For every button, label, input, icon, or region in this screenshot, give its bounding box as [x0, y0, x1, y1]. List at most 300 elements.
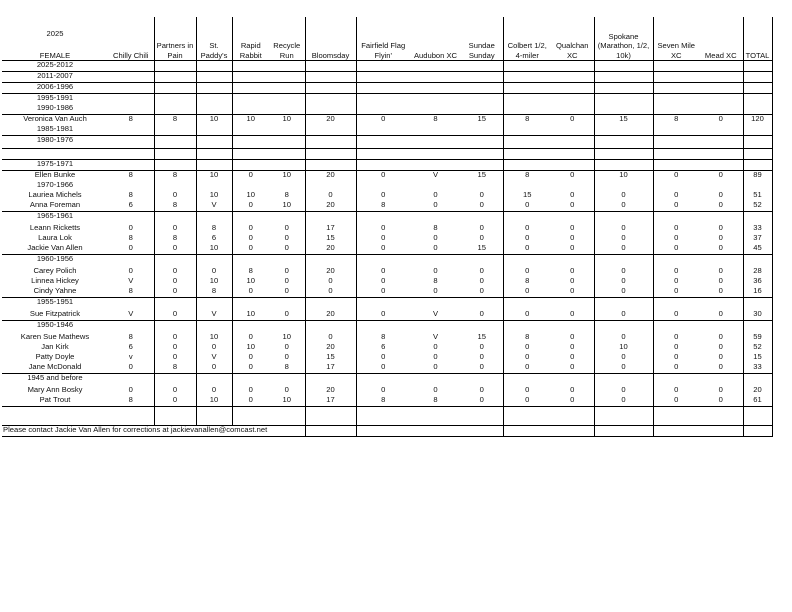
race-points: 0 [154, 287, 196, 298]
race-points: 0 [594, 234, 653, 244]
race-points: 0 [479, 191, 484, 199]
race-points: 8 [433, 114, 438, 123]
empty-cell [461, 212, 503, 225]
race-points: 0 [433, 234, 438, 242]
empty-cell [154, 136, 196, 149]
athlete-name: Jackie Van Allen [2, 244, 108, 255]
empty-cell [232, 94, 269, 105]
race-points: 0 [433, 267, 438, 275]
total-points: 61 [743, 396, 772, 407]
total-points: 28 [743, 267, 772, 277]
athlete-row [2, 224, 772, 234]
race-points: 0 [653, 267, 699, 277]
race-points: 0 [699, 244, 743, 255]
race-points: 0 [284, 267, 289, 275]
col-colbert: Colbert 1/2, 4-miler [503, 17, 551, 61]
empty-cell [743, 181, 772, 191]
empty-cell [196, 83, 232, 94]
empty-cell [356, 255, 410, 268]
race-points: 20 [305, 115, 356, 126]
age-group-row [2, 61, 772, 72]
empty-cell [699, 83, 743, 94]
empty-cell [503, 374, 551, 387]
col-total: TOTAL [743, 17, 772, 61]
age-group-label: 1995-1991 [36, 93, 74, 102]
empty-cell [305, 426, 356, 437]
race-points: 0 [551, 201, 594, 212]
race-points: V [432, 333, 439, 341]
empty-cell [551, 104, 594, 115]
empty-cell [699, 125, 743, 136]
race-points: 15 [461, 244, 503, 255]
race-points: 15 [305, 234, 356, 244]
empty-cell [594, 83, 653, 94]
race-points: 0 [356, 244, 410, 255]
total-points: 20 [743, 386, 772, 396]
age-group-label: 1965-1961 [36, 211, 74, 220]
race-points: 0 [594, 201, 653, 212]
col-rapid-rabbit: Rapid Rabbit [232, 17, 269, 61]
race-points: 0 [503, 396, 551, 407]
race-points: 0 [232, 386, 269, 396]
empty-cell [356, 72, 410, 83]
athlete-name: Pat Trout [2, 396, 108, 407]
race-points: 10 [196, 277, 232, 287]
race-points: 0 [305, 191, 356, 201]
empty-cell [269, 125, 305, 136]
race-points: 0 [232, 171, 269, 182]
race-points: 0 [196, 386, 232, 396]
race-points: 0 [479, 277, 484, 285]
age-group-row [2, 181, 772, 191]
empty-cell [154, 181, 196, 191]
empty-cell [653, 407, 699, 426]
race-points: 0 [699, 310, 743, 321]
age-group-header-cell [2, 17, 108, 61]
empty-cell [503, 72, 551, 83]
total-points: 51 [743, 191, 772, 201]
race-points: 0 [653, 386, 699, 396]
race-points: 10 [232, 115, 269, 126]
athlete-row [2, 363, 772, 374]
race-points: 0 [108, 244, 154, 255]
race-points: 0 [356, 386, 410, 396]
empty-cell [743, 255, 772, 268]
race-points: 15 [477, 333, 486, 341]
empty-cell [196, 94, 232, 105]
race-points: 0 [551, 310, 594, 321]
empty-cell [305, 160, 356, 171]
race-points: 8 [196, 287, 232, 298]
race-points: 0 [503, 287, 551, 298]
race-points: 0 [718, 353, 723, 361]
race-points: 0 [570, 224, 575, 232]
athlete-row [2, 115, 772, 126]
empty-cell [594, 136, 653, 149]
empty-cell [699, 374, 743, 387]
race-points: 8 [128, 114, 133, 123]
race-points: 10 [269, 201, 305, 212]
empty-cell [551, 83, 594, 94]
empty-cell [699, 104, 743, 115]
race-points: 0 [503, 343, 551, 353]
race-points: 0 [594, 267, 653, 277]
total-points: 36 [743, 277, 772, 287]
empty-cell [461, 407, 503, 426]
empty-cell [410, 181, 461, 191]
race-points: 0 [154, 224, 196, 234]
empty-cell [551, 61, 594, 72]
athlete-row [2, 353, 772, 363]
race-points: 20 [305, 171, 356, 182]
empty-cell [356, 407, 410, 426]
empty-cell [108, 160, 154, 171]
race-points: 0 [128, 386, 133, 394]
athlete-name: Veronica Van Auch [23, 114, 87, 123]
race-points: 0 [269, 244, 305, 255]
empty-cell [594, 212, 653, 225]
race-points: 8 [232, 267, 269, 277]
race-points: 0 [461, 363, 503, 374]
empty-cell [699, 298, 743, 311]
race-points: 0 [284, 234, 289, 242]
empty-cell [503, 255, 551, 268]
race-points: 0 [653, 353, 699, 363]
empty-cell [743, 407, 772, 426]
empty-cell [269, 136, 305, 149]
race-points: 0 [718, 333, 723, 341]
empty-cell [108, 94, 154, 105]
empty-cell [503, 83, 551, 94]
empty-cell [461, 374, 503, 387]
race-points: 0 [594, 277, 653, 287]
race-points: 0 [479, 353, 484, 361]
results-body [2, 61, 772, 437]
empty-cell [743, 72, 772, 83]
age-group-label: 1945 and before [27, 373, 83, 382]
race-points: 20 [305, 386, 356, 396]
empty-cell [269, 83, 305, 94]
empty-cell [305, 83, 356, 94]
race-points: 20 [305, 310, 356, 321]
empty-cell [356, 94, 410, 105]
footer-row [2, 426, 772, 437]
race-points: 8 [503, 115, 551, 126]
race-points: 8 [284, 191, 289, 199]
empty-cell [743, 160, 772, 171]
empty-cell [551, 160, 594, 171]
race-points: 0 [503, 386, 551, 396]
race-points: 0 [433, 343, 438, 351]
empty-cell [461, 83, 503, 94]
empty-cell [594, 407, 653, 426]
athlete-row [2, 287, 772, 298]
empty-cell [503, 212, 551, 225]
race-points: 15 [477, 170, 486, 179]
empty-cell [108, 181, 154, 191]
empty-cell [653, 94, 699, 105]
empty-cell [551, 149, 594, 160]
empty-cell [699, 61, 743, 72]
empty-cell [356, 136, 410, 149]
empty-cell [410, 374, 461, 387]
age-group-label: 2011-2007 [2, 72, 108, 83]
race-points: 0 [551, 287, 594, 298]
athlete-row [2, 201, 772, 212]
race-points: 0 [503, 244, 551, 255]
empty-cell [196, 160, 232, 171]
age-group-row [2, 374, 772, 387]
race-points: 17 [305, 363, 356, 374]
empty-cell [108, 104, 154, 115]
race-points: 0 [232, 287, 269, 298]
race-points: 8 [154, 201, 196, 212]
race-points: 0 [594, 287, 653, 298]
empty-cell [551, 94, 594, 105]
empty-cell [551, 407, 594, 426]
race-points: 0 [269, 310, 305, 321]
race-points: 0 [305, 277, 356, 287]
race-points: 8 [356, 396, 410, 407]
empty-cell [699, 212, 743, 225]
total-points: 120 [743, 115, 772, 126]
empty-cell [551, 72, 594, 83]
race-points: 0 [154, 277, 196, 287]
empty-cell [551, 426, 594, 437]
empty-cell [108, 83, 154, 94]
empty-cell [743, 61, 772, 72]
empty-cell [196, 72, 232, 83]
race-points: 0 [594, 363, 653, 374]
race-points: 0 [433, 191, 438, 199]
gender-label: FEMALE [39, 50, 71, 60]
age-group-row [2, 149, 772, 160]
empty-cell [653, 61, 699, 72]
athlete-row [2, 234, 772, 244]
race-points: 8 [653, 115, 699, 126]
athlete-name: Linnea Hickey [31, 277, 79, 285]
athlete-row [2, 396, 772, 407]
race-points: 0 [653, 201, 699, 212]
race-points: 0 [551, 363, 594, 374]
empty-cell [743, 149, 772, 160]
empty-cell [108, 125, 154, 136]
empty-cell [653, 125, 699, 136]
empty-cell [196, 181, 232, 191]
col-sundae-sunday: Sundae Sunday [461, 17, 503, 61]
race-points: 10 [594, 171, 653, 182]
athlete-name: Carey Polich [33, 267, 77, 275]
empty-cell [410, 104, 461, 115]
empty-cell [410, 83, 461, 94]
age-group-label: 1955-1951 [36, 297, 74, 306]
race-points: 0 [699, 201, 743, 212]
empty-cell [410, 426, 461, 437]
race-points: 0 [154, 244, 196, 255]
age-group-row [2, 125, 772, 136]
race-points: 0 [154, 343, 196, 353]
empty-cell [196, 298, 232, 311]
race-points: 0 [718, 277, 723, 285]
athlete-name: Lauriea Michels [28, 191, 82, 199]
race-points: 8 [154, 234, 196, 244]
race-points: 17 [305, 224, 356, 234]
race-points: 8 [269, 363, 305, 374]
race-points: 0 [356, 310, 410, 321]
race-points: V [108, 310, 154, 321]
empty-cell [232, 160, 269, 171]
race-points: 10 [282, 170, 291, 179]
athlete-name: Ellen Bunke [34, 170, 76, 179]
race-points: 10 [232, 310, 269, 321]
empty-cell [196, 104, 232, 115]
empty-cell [154, 407, 196, 426]
empty-cell [594, 72, 653, 83]
race-points: 0 [479, 267, 484, 275]
empty-cell [154, 94, 196, 105]
empty-cell [461, 149, 503, 160]
empty-cell [653, 104, 699, 115]
empty-cell [551, 136, 594, 149]
race-points: 10 [196, 244, 232, 255]
race-points: 0 [154, 333, 196, 343]
empty-cell [232, 136, 269, 149]
race-points: 0 [570, 234, 575, 242]
race-points: V [410, 310, 461, 321]
empty-cell [410, 61, 461, 72]
empty-cell [699, 255, 743, 268]
race-points: 0 [284, 343, 289, 351]
empty-cell [154, 72, 196, 83]
race-points: 0 [356, 363, 410, 374]
empty-cell [410, 136, 461, 149]
race-points: 0 [570, 333, 575, 341]
empty-cell [594, 298, 653, 311]
empty-cell [305, 61, 356, 72]
empty-cell [410, 72, 461, 83]
empty-cell [154, 83, 196, 94]
race-points: 10 [196, 171, 232, 182]
empty-cell [232, 374, 269, 387]
race-points: 0 [356, 115, 410, 126]
total-points: 45 [743, 244, 772, 255]
race-points: 10 [196, 191, 232, 201]
col-recycle-run: Recycle Run [269, 17, 305, 61]
empty-cell [269, 160, 305, 171]
race-points: 0 [108, 363, 154, 374]
race-points: 0 [570, 353, 575, 361]
empty-cell [503, 136, 551, 149]
race-points: 0 [718, 224, 723, 232]
empty-cell [461, 72, 503, 83]
empty-cell [108, 407, 154, 426]
total-points: 52 [743, 343, 772, 353]
race-points: 10 [232, 277, 269, 287]
race-points: 0 [305, 333, 356, 343]
age-group-label: 1950-1946 [36, 320, 74, 329]
empty-cell [108, 136, 154, 149]
empty-cell [356, 61, 410, 72]
race-points: 0 [284, 353, 289, 361]
empty-cell [356, 160, 410, 171]
empty-cell [232, 125, 269, 136]
race-points: 0 [232, 333, 269, 343]
athlete-row [2, 191, 772, 201]
race-points: 10 [232, 343, 269, 353]
race-points: 0 [410, 287, 461, 298]
race-points: 10 [594, 343, 653, 353]
race-points: 6 [128, 343, 133, 351]
race-points: 8 [503, 171, 551, 182]
empty-cell [154, 321, 196, 334]
race-points: 0 [653, 171, 699, 182]
race-points: 0 [570, 170, 575, 179]
empty-cell [653, 83, 699, 94]
empty-cell [503, 407, 551, 426]
athlete-name: Leann Ricketts [29, 224, 81, 232]
race-points: 0 [356, 353, 410, 363]
race-points: 0 [410, 244, 461, 255]
race-points: 8 [128, 234, 133, 242]
race-points: 0 [232, 244, 269, 255]
total-points: 30 [743, 310, 772, 321]
empty-cell [653, 160, 699, 171]
race-points: 0 [232, 363, 269, 374]
corrections-note: Please contact Jackie Van Allen for corrections at jackievanallen@comcast.net [2, 426, 305, 437]
race-points: 0 [718, 267, 723, 275]
empty-cell [196, 212, 232, 225]
age-group-row [2, 160, 772, 171]
race-points: 8 [433, 224, 438, 232]
age-group-row [2, 83, 772, 94]
empty-cell [269, 321, 305, 334]
age-group-label: 1990-1986 [2, 104, 108, 115]
race-points: 0 [699, 287, 743, 298]
empty-cell [305, 374, 356, 387]
empty-cell [305, 298, 356, 311]
race-points: 8 [128, 170, 133, 179]
empty-cell [269, 407, 305, 426]
empty-cell [269, 104, 305, 115]
empty-cell [699, 72, 743, 83]
race-points: 0 [196, 343, 232, 353]
race-points: 0 [594, 333, 653, 343]
header-row [2, 17, 772, 61]
empty-cell [594, 374, 653, 387]
year-label: 2025 [46, 29, 64, 38]
col-audubon-xc: Audubon XC [410, 17, 461, 61]
race-points: 8 [108, 396, 154, 407]
race-points: 6 [356, 343, 410, 353]
empty-cell [108, 321, 154, 334]
race-points: 0 [594, 310, 653, 321]
col-st-paddys: St. Paddy's [196, 17, 232, 61]
empty-cell [305, 94, 356, 105]
col-seven-mile-xc: Seven Mile XC [653, 17, 699, 61]
empty-cell [356, 374, 410, 387]
results-table [2, 17, 773, 437]
age-group-label: 1985-1981 [2, 125, 108, 136]
age-group-label: 2006-1996 [2, 83, 108, 94]
total-points: 15 [743, 353, 772, 363]
race-points: 0 [653, 343, 699, 353]
race-points: 0 [479, 224, 484, 232]
race-points: 0 [653, 333, 699, 343]
race-points: 0 [356, 191, 410, 201]
empty-cell [269, 298, 305, 311]
race-points: 0 [356, 171, 410, 182]
race-points: 0 [594, 386, 653, 396]
